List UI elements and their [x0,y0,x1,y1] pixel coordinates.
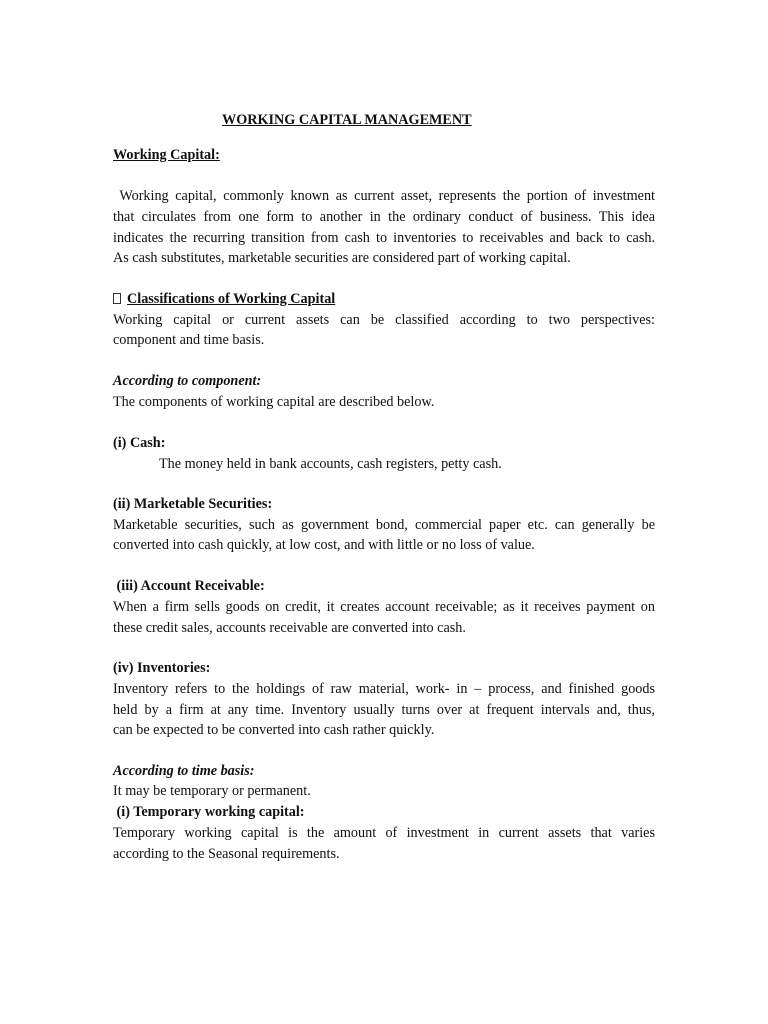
receivable-line-2: these credit sales, accounts receivable are converted into cash. [113,620,466,636]
receivable-line-1: When a firm sells goods on credit, it creates account receivable; as it receives payment on [113,599,655,615]
classifications-line-1: Working capital or current assets can be classified according to two perspectives: [113,312,655,328]
classifications-line-2: component and time basis. [113,332,265,348]
temporary-heading: (i) Temporary working capital: [113,804,305,820]
inventories-line-1: Inventory refers to the holdings of raw material, work- in – process, and finished goods [113,681,655,697]
inventories-line-2: held by a firm at any time. Inventory usually turns over at frequent intervals and, thus, [113,702,655,718]
cash-heading: (i) Cash: [113,435,166,451]
securities-heading: (ii) Marketable Securities: [113,496,273,512]
securities-line-2: converted into cash quickly, at low cost, and with little or no loss of value. [113,537,535,553]
component-heading: According to component: [113,373,262,389]
component-text: The components of working capital are described below. [113,394,435,410]
classifications-heading: Classifications of Working Capital [127,291,336,307]
intro-line-3: indicates the recurring transition from cash to inventories to receivables and back to cash. [113,230,655,246]
intro-line-1: Working capital, commonly known as current asset, represents the portion of investment [113,188,655,204]
securities-line-1: Marketable securities, such as government bond, commercial paper etc. can generally be [113,517,655,533]
intro-line-2: that circulates from one form to another in the ordinary conduct of business. This idea [113,209,655,225]
temporary-line-2: according to the Seasonal requirements. [113,846,340,862]
time-basis-heading: According to time basis: [113,763,255,779]
inventories-heading: (iv) Inventories: [113,660,211,676]
inventories-line-3: can be expected to be converted into cash rather quickly. [113,722,435,738]
time-basis-text: It may be temporary or permanent. [113,783,311,799]
document-title: WORKING CAPITAL MANAGEMENT [222,112,472,128]
intro-line-4: As cash substitutes, marketable securities are considered part of working capital. [113,250,571,266]
temporary-line-1: Temporary working capital is the amount of investment in current assets that varies [113,825,655,841]
receivable-heading: (iii) Account Receivable: [113,578,265,594]
heading-working-capital: Working Capital: [113,147,220,163]
square-bullet-icon [113,293,121,304]
classifications-heading-row [113,289,655,309]
cash-text: The money held in bank accounts, cash registers, petty cash. [159,456,502,472]
